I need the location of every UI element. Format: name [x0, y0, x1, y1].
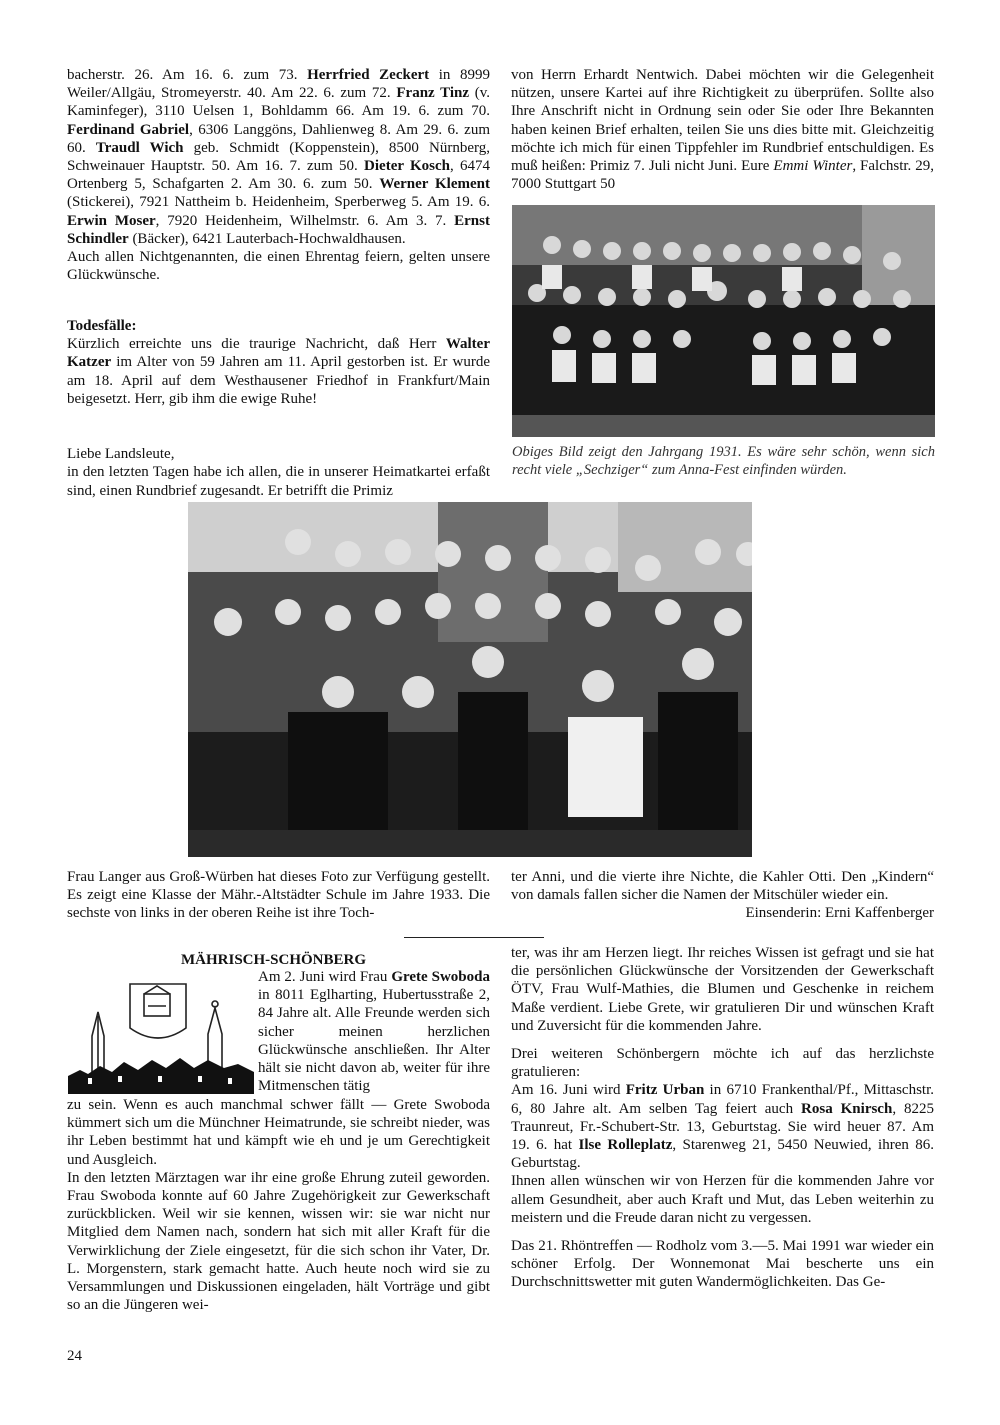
- birthday-list: [67, 66, 490, 284]
- page-number: 24: [67, 1348, 82, 1364]
- greeting-all: Auch allen Nichtgenannten, die einen Ehrentag feiern, gelten unsere Glückwünsche.: [67, 249, 490, 284]
- caption-right-main: ter Anni, und die vierte ihre Nichte, die Kahler Otti. Den „Kindern“ von damals fallen sicher die Namen der Mitschüler wieder ein.: [511, 869, 934, 904]
- sender-name: Einsenderin: Erni Kaffenberger: [745, 905, 934, 922]
- greta-continued: ter, was ihr am Herzen liegt. Ihr reiches Wissen ist gefragt und sie hat die persönlichen Glückwünsche der Vorsitzenden der Gewerkschaft ÖTV, Frau Wulf-Mathies, die Blumen und Geschenke in reichem Maße verdient. Liebe Grete, wir gratulieren Dir und wünschen Kraft und Zuversicht für die kommenden Jahre.: [511, 945, 934, 1034]
- photo-1931-caption: Obiges Bild zeigt den Jahrgang 1931. Es wäre sehr schön, wenn sich recht viele „Sechziger“ zum Anna-Fest einfinden würden.: [512, 444, 935, 478]
- birthday-notes: Am 16. Juni wird Fritz Urban in 6710 Frankenthal/Pf., Mittaschstr. 6, 80 Jahre alt. Am selben Tag feiert auch Rosa Knirsch, 8225 Traunreut, Fr.-Schubert-Str. 13, Geburtstag. Sie wird heuer 87. Am 19. 6. hat Ilse Rolleplatz, Starenweg 21, 5450 Neuwied, ihren 86. Geburtstag.: [511, 1082, 935, 1172]
- swoboda-intro-text: Am 2. Juni wird Frau Grete Swoboda in 8011 Eglharting, Hubertusstraße 2, 84 Jahre alt. Alle Freunde werden sich sicher meinen herzlichen Glückwünsche anschließen. Ihr Alter hält sie nicht davon ab, weiter für ihre Mitmenschen tätig: [258, 969, 490, 1095]
- swoboda-para2: In den letzten Märztagen war ihr eine große Ehrung zuteil geworden. Frau Swoboda konnte auf 60 Jahre Zugehörigkeit zur Gewerkschaft zurückblicken. Weil wir sie kennen, wissen wir: sie war nicht nur Mitglied dem Namen nach, sondern hat sich mit aller Kraft für die Verwirklichung der Ziele eingesetzt, für die sich schon ihr Vater, Dr. L. Morgenstern, stark gemacht hatte. Auch heute noch wird sie zu Versammlungen und Diskussionen eingeladen, hält Vorträge und gibt so an die Jüngeren wei-: [67, 1169, 490, 1314]
- swoboda-body: [67, 1096, 490, 1314]
- photo-1933-caption-left: [67, 868, 490, 923]
- obituary-heading: Todesfälle:: [67, 318, 137, 334]
- rundbrief-note: [511, 66, 934, 193]
- photo-1933-caption-right: [511, 868, 934, 923]
- swoboda-body-text: zu sein. Wenn es auch manchmal schwer fällt — Grete Swoboda kümmert sich um die Münchner Heimatrunde, sie schreibt nieder, was ihr Leben bestimmt hat und kämpft wie eh und je um Gerechtigkeit und Ausgleich.: [67, 1097, 490, 1168]
- rundbrief-text: von Herrn Erhardt Nentwich. Dabei möchten wir die Gelegenheit nützen, unsere Kartei auf ihre Richtigkeit zu überprüfen. Sollte also Ihre Anschrift nicht in Ordnung sein oder Sie oder Ihre Bekannten haben keinen Brief erhalten, teilen Sie uns dies bitte mit. Gleichzeitig möchte ich mich für einen Tippfehler im Rundbrief entschuldigen. Es muß heißen: Primiz 7. Juli nicht Juni. Eure Emmi Winter, Falchstr. 29, 7000 Stuttgart 50: [511, 67, 935, 193]
- class-photo-1933: [188, 502, 752, 857]
- photo-1933-image: [188, 502, 752, 857]
- obituary-section: [67, 317, 490, 408]
- photo-1931-image: [512, 205, 935, 437]
- schoenberg-heading: MÄHRISCH-SCHÖNBERG: [181, 952, 367, 968]
- three-schoenbergers: Drei weiteren Schönbergern möchte ich auf das herzlichste gratulieren:: [511, 1046, 934, 1081]
- section-divider: [404, 937, 544, 938]
- landsleute-text: Liebe Landsleute, in den letzten Tagen habe ich allen, die in unserer Heimatkartei erfaßt sind, einen Rundbrief zugesandt. Er betrifft die Primiz: [67, 446, 490, 499]
- town-crest-illustration: [68, 976, 254, 1094]
- caption-left-text: Frau Langer aus Groß-Würben hat dieses Foto zur Verfügung gestellt. Es zeigt eine Klasse der Mähr.-Altstädter Schule im Jahre 1933. Die sechste von links in der oberen Reihe ist ihre Toch-: [67, 869, 490, 922]
- obituary-text: Kürzlich erreichte uns die traurige Nachricht, daß Herr Walter Katzer im Alter von 59 Jahren am 11. April gestorben ist. Er wurde am 18. April auf dem Westhausener Friedhof in Frankfurt/Main beigesetzt. Herr, gib ihm die ewige Ruhe!: [67, 336, 490, 407]
- class-photo-1931: [512, 205, 935, 437]
- birthday-text: bacherstr. 26. Am 16. 6. zum 73. Herrfried Zeckert in 8999 Weiler/Allgäu, Stromeyerstr. 40. Am 22. 6. zum 72. Franz Tinz (v. Kaminfeger), 3110 Uelsen 1, Bohldamm 66. Am 19. 6. zum 70. Ferdinand Gabriel, 6306 Langgöns, Dahlienweg 8. Am 29. 6. zum 60. Traudl Wich geb. Schmidt (Koppenstein), 8500 Nürnberg, Schweinauer Hauptstr. 50. Am 16. 7. zum 50. Dieter Kosch, 6474 Ortenberg 5, Schafgarten 2. Am 30. 6. zum 50. Werner Klement (Stickerei), 7921 Nattheim b. Heidenheim, Sperberweg 5. Am 19. 6. Erwin Moser, 7920 Heidenheim, Wilhelmstr. 6. Am 3. 7. Ernst Schindler (Bäcker), 6421 Lauterbach-Hochwaldhausen.: [67, 67, 491, 247]
- swoboda-intro: [258, 968, 490, 1095]
- bottom-right-column: [511, 944, 934, 1292]
- town-skyline-icon: [68, 976, 254, 1094]
- rhoentreffen-text: Das 21. Rhöntreffen — Rodholz vom 3.—5. Mai 1991 war wieder ein schöner Erfolg. Der Wonnemonat Mai bescherte uns ein Durchschnittswetter mit guten Wandermöglichkeiten. Das Ge-: [511, 1238, 934, 1291]
- caption-right-text: [511, 868, 934, 922]
- wishes-text: Ihnen allen wünschen wir von Herzen für die kommenden Jahre vor allem Gesundheit, aber auch Kraft und Mut, das Leben weiterhin zu meistern und die Freude daran nicht zu vergessen.: [511, 1173, 934, 1226]
